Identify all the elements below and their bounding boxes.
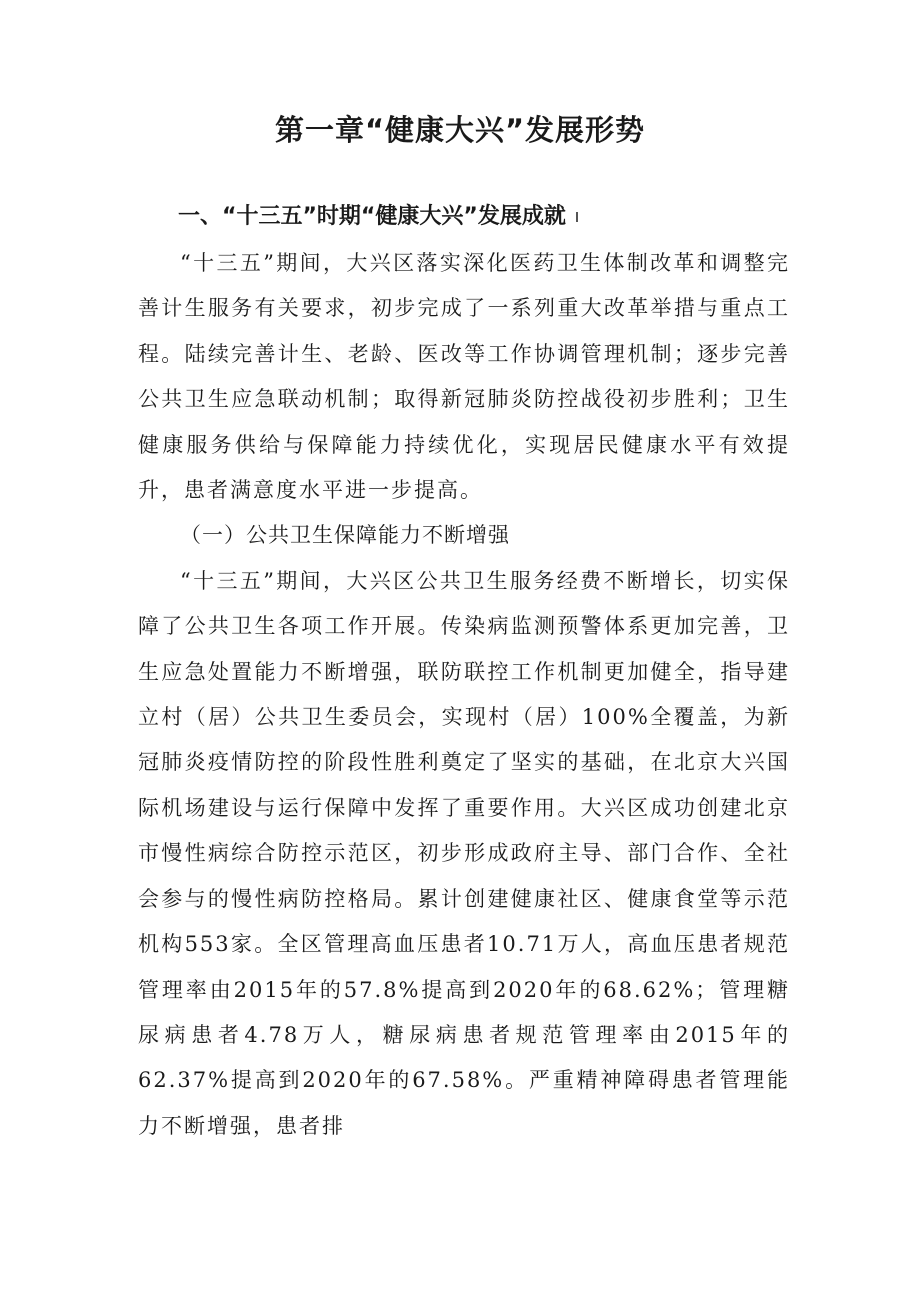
section-heading	[178, 199, 578, 235]
text-cursor-mark	[576, 212, 578, 222]
section-heading-text: 一、“十三五”时期“健康大兴”发展成就	[178, 204, 566, 229]
document-body	[138, 241, 790, 1149]
subsection-heading: （一）公共卫生保障能力不断增强	[180, 523, 510, 548]
paragraph-public-health: “十三五”期间，大兴区公共卫生服务经费不断增长，切实保障了公共卫生各项工作开展。传染病监测预警体系更加完善，卫生应急处置能力不断增强，联防联控工作机制更加健全，指导建立村（居）公共卫生委员会，实现村（居）100%全覆盖，为新冠肺炎疫情防控的阶段性胜利奠定了坚实的基础，在北京大兴国际机场建设与运行保障中发挥了重要作用。大兴区成功创建北京市慢性病综合防控示范区，初步形成政府主导、部门合作、全社会参与的慢性病防控格局。累计创建健康社区、健康食堂等示范机构553家。全区管理高血压患者10.71万人，高血压患者规范管理率由2015年的57.8%提高到2020年的68.62%；管理糖尿病患者4.78万人，糖尿病患者规范管理率由2015年的62.37%提高到2020年的67.58%。严重精神障碍患者管理能力不断增强，患者排	[138, 568, 790, 1138]
chapter-title: 第一章“健康大兴”发展形势	[274, 113, 646, 147]
paragraph-intro: “十三五”期间，大兴区落实深化医药卫生体制改革和调整完善计生服务有关要求，初步完成了一系列重大改革举措与重点工程。陆续完善计生、老龄、医改等工作协调管理机制；逐步完善公共卫生应急联动机制；取得新冠肺炎防控战役初步胜利；卫生健康服务供给与保障能力持续优化，实现居民健康水平有效提升，患者满意度水平进一步提高。	[138, 251, 790, 503]
